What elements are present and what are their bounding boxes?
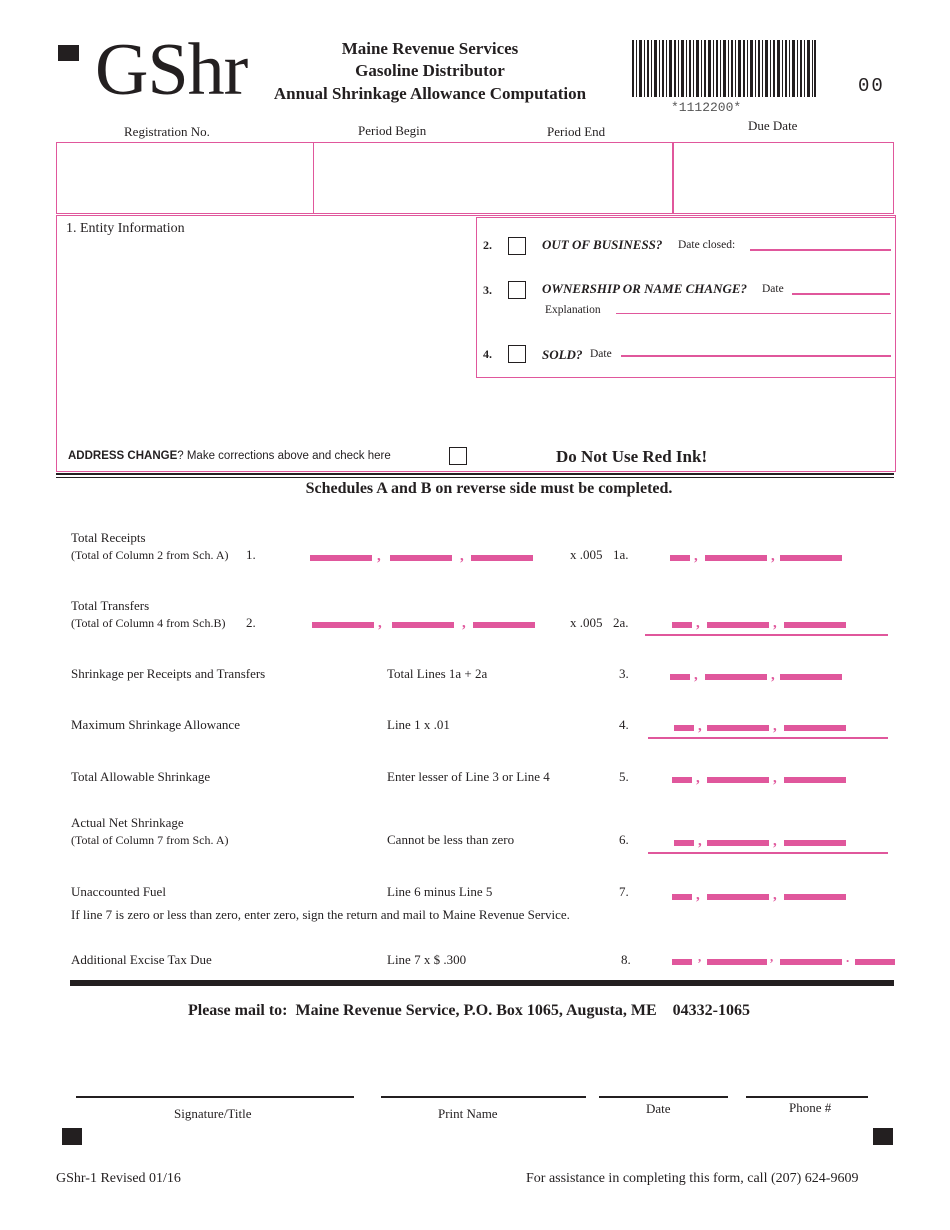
line4-label: Maximum Shrinkage Allowance xyxy=(71,717,240,732)
due-date-label: Due Date xyxy=(748,118,798,133)
date-label: Date xyxy=(646,1101,671,1116)
line3-comma-b: , xyxy=(771,667,775,683)
agency-name: Maine Revenue Services xyxy=(341,39,519,58)
line4-number: 4. xyxy=(619,717,629,732)
sold-label: SOLD? xyxy=(542,347,583,362)
line4-comb-b[interactable] xyxy=(707,725,769,731)
line5-instruction: Enter lesser of Line 3 or Line 4 xyxy=(387,769,550,784)
due-date-field[interactable] xyxy=(673,142,894,214)
form-code: GShr xyxy=(95,29,248,111)
line2-comma-a: , xyxy=(378,615,382,631)
line5-comma-b: , xyxy=(773,770,777,786)
phone-line[interactable] xyxy=(746,1096,868,1098)
line6-comma-b: , xyxy=(773,833,777,849)
date-line[interactable] xyxy=(599,1096,728,1098)
line6-comma-a: , xyxy=(698,833,702,849)
corner-code: 00 xyxy=(858,75,885,97)
line2-number: 2. xyxy=(246,615,256,630)
line8-label: Additional Excise Tax Due xyxy=(71,952,212,967)
print-name-line[interactable] xyxy=(381,1096,586,1098)
q3-number: 3. xyxy=(483,283,492,297)
line3-instruction: Total Lines 1a + 2a xyxy=(387,666,488,681)
line7-comb-c[interactable] xyxy=(784,894,846,900)
line5-number: 5. xyxy=(619,769,629,784)
line8-number: 8. xyxy=(621,952,631,967)
print-name-label: Print Name xyxy=(438,1106,498,1121)
line1-comb-b[interactable] xyxy=(390,555,452,561)
line4-comb-c[interactable] xyxy=(784,725,846,731)
line2-comma-b: , xyxy=(462,615,466,631)
line1a-comb-a[interactable] xyxy=(670,555,690,561)
assistance-text: For assistance in completing this form, call (207) 624-9609 xyxy=(526,1171,859,1186)
line2-multiplier: x .005 xyxy=(570,615,603,630)
entity-info-label: 1. Entity Information xyxy=(66,221,185,236)
sold-checkbox[interactable] xyxy=(508,345,526,363)
line1-comb-c[interactable] xyxy=(471,555,533,561)
line5-comb-b[interactable] xyxy=(707,777,769,783)
line1-comb-a[interactable] xyxy=(310,555,372,561)
line7-comb-a[interactable] xyxy=(672,894,692,900)
out-of-business-checkbox[interactable] xyxy=(508,237,526,255)
ownership-date-line[interactable] xyxy=(792,293,890,295)
line3-comb-b[interactable] xyxy=(705,674,767,680)
line1a-comma-a: , xyxy=(694,548,698,564)
line2a-underline xyxy=(645,634,888,636)
line7-comb-b[interactable] xyxy=(707,894,769,900)
registration-mark-top-left xyxy=(58,45,79,61)
period-end-label: Period End xyxy=(547,124,606,139)
revision-text: GShr-1 Revised 01/16 xyxy=(56,1171,181,1186)
barcode xyxy=(632,40,816,97)
ownership-change-checkbox[interactable] xyxy=(508,281,526,299)
form-title-line2: Annual Shrinkage Allowance Computation xyxy=(273,84,587,103)
line7-note: If line 7 is zero or less than zero, enter zero, sign the return and mail to Maine Revenue Service. xyxy=(71,907,570,922)
address-change-checkbox[interactable] xyxy=(449,447,467,465)
line7-instruction: Line 6 minus Line 5 xyxy=(387,884,493,899)
line8-comb-a[interactable] xyxy=(672,959,692,965)
line1-multiplier: x .005 xyxy=(570,547,603,562)
line8-decimal: . xyxy=(846,950,850,965)
q4-number: 4. xyxy=(483,347,492,361)
schedules-note: Schedules A and B on reverse side must be completed. xyxy=(305,480,673,497)
line8-comma-a: , xyxy=(698,949,702,964)
line2-comb-c[interactable] xyxy=(473,622,535,628)
date-closed-label: Date closed: xyxy=(678,239,736,251)
line2-comb-a[interactable] xyxy=(312,622,374,628)
registration-field[interactable] xyxy=(56,142,314,214)
line5-comma-a: , xyxy=(696,770,700,786)
registration-mark-bottom-right xyxy=(873,1128,893,1145)
line4-comma-b: , xyxy=(773,718,777,734)
period-begin-label: Period Begin xyxy=(358,123,427,138)
line2a-comb-c[interactable] xyxy=(784,622,846,628)
explanation-line[interactable] xyxy=(616,313,891,314)
mail-to: Please mail to: Maine Revenue Service, P.O. Box 1065, Augusta, ME 04332-1065 xyxy=(187,1002,751,1019)
line8-comb-c[interactable] xyxy=(780,959,842,965)
line3-comma-a: , xyxy=(694,667,698,683)
line6-sub: (Total of Column 7 from Sch. A) xyxy=(71,833,229,847)
signature-label: Signature/Title xyxy=(174,1106,252,1121)
sold-date-line[interactable] xyxy=(621,355,891,357)
red-ink-warning: Do Not Use Red Ink! xyxy=(556,447,708,466)
line7-comma-b: , xyxy=(773,887,777,903)
divider-double xyxy=(56,473,894,475)
line2-sub: (Total of Column 4 from Sch.B) xyxy=(71,616,226,630)
line8-comma-b: , xyxy=(770,949,774,964)
barcode-text: *1112200* xyxy=(671,100,742,115)
line6-underline xyxy=(648,852,888,854)
line1-label: Total Receipts xyxy=(71,530,146,545)
line6-comb-b[interactable] xyxy=(707,840,769,846)
registration-mark-bottom-left xyxy=(62,1128,82,1145)
line5-comb-c[interactable] xyxy=(784,777,846,783)
line1a-comma-b: , xyxy=(771,548,775,564)
line3-number: 3. xyxy=(619,666,629,681)
line1-number: 1. xyxy=(246,547,256,562)
signature-line[interactable] xyxy=(76,1096,354,1098)
line4-underline xyxy=(648,737,888,739)
line7-label: Unaccounted Fuel xyxy=(71,884,166,899)
form-title-line1: Gasoline Distributor xyxy=(355,61,505,80)
line6-comb-c[interactable] xyxy=(784,840,846,846)
line6-comb-a[interactable] xyxy=(674,840,694,846)
address-change-rest: ? Make corrections above and check here xyxy=(177,450,391,462)
address-change-bold: ADDRESS CHANGE xyxy=(68,450,178,462)
line2a-comb-b[interactable] xyxy=(707,622,769,628)
line4-comb-a[interactable] xyxy=(674,725,694,731)
line2a-comb-a[interactable] xyxy=(672,622,692,628)
line8-comb-b[interactable] xyxy=(707,959,767,965)
line1-sub: (Total of Column 2 from Sch. A) xyxy=(71,548,229,562)
explanation-label: Explanation xyxy=(545,304,601,316)
line6-instruction: Cannot be less than zero xyxy=(387,832,515,847)
line5-comb-a[interactable] xyxy=(672,777,692,783)
address-change-text xyxy=(68,450,391,462)
divider-double-2 xyxy=(56,477,894,478)
date-closed-line[interactable] xyxy=(750,249,891,251)
sold-date-label: Date xyxy=(590,348,612,360)
line1a-comb-c[interactable] xyxy=(780,555,842,561)
line2-comb-b[interactable] xyxy=(392,622,454,628)
line2a-comma-b: , xyxy=(773,615,777,631)
line8-instruction: Line 7 x $ .300 xyxy=(387,952,467,967)
line2-label: Total Transfers xyxy=(71,598,150,613)
line3-comb-c[interactable] xyxy=(780,674,842,680)
line1a-comb-b[interactable] xyxy=(705,555,767,561)
line2a-number: 2a. xyxy=(613,615,629,630)
ownership-change-label: OWNERSHIP OR NAME CHANGE? xyxy=(542,281,748,296)
line3-comb-a[interactable] xyxy=(670,674,690,680)
period-field[interactable] xyxy=(313,142,673,214)
line8-comb-cents[interactable] xyxy=(855,959,895,965)
registration-label: Registration No. xyxy=(124,124,210,139)
phone-label: Phone # xyxy=(789,1100,832,1115)
line7-comma-a: , xyxy=(696,887,700,903)
line1-comma-b: , xyxy=(460,548,464,564)
line1-comma-a: , xyxy=(377,548,381,564)
line7-number: 7. xyxy=(619,884,629,899)
line4-instruction: Line 1 x .01 xyxy=(387,717,450,732)
line4-comma-a: , xyxy=(698,718,702,734)
line5-label: Total Allowable Shrinkage xyxy=(71,769,211,784)
line3-label: Shrinkage per Receipts and Transfers xyxy=(71,666,266,681)
divider-heavy xyxy=(70,980,894,986)
line6-label: Actual Net Shrinkage xyxy=(71,815,184,830)
q2-number: 2. xyxy=(483,238,492,252)
line6-number: 6. xyxy=(619,832,629,847)
line1a-number: 1a. xyxy=(613,547,629,562)
line2a-comma-a: , xyxy=(696,615,700,631)
ownership-date-label: Date xyxy=(762,283,784,295)
out-of-business-label: OUT OF BUSINESS? xyxy=(542,237,663,252)
